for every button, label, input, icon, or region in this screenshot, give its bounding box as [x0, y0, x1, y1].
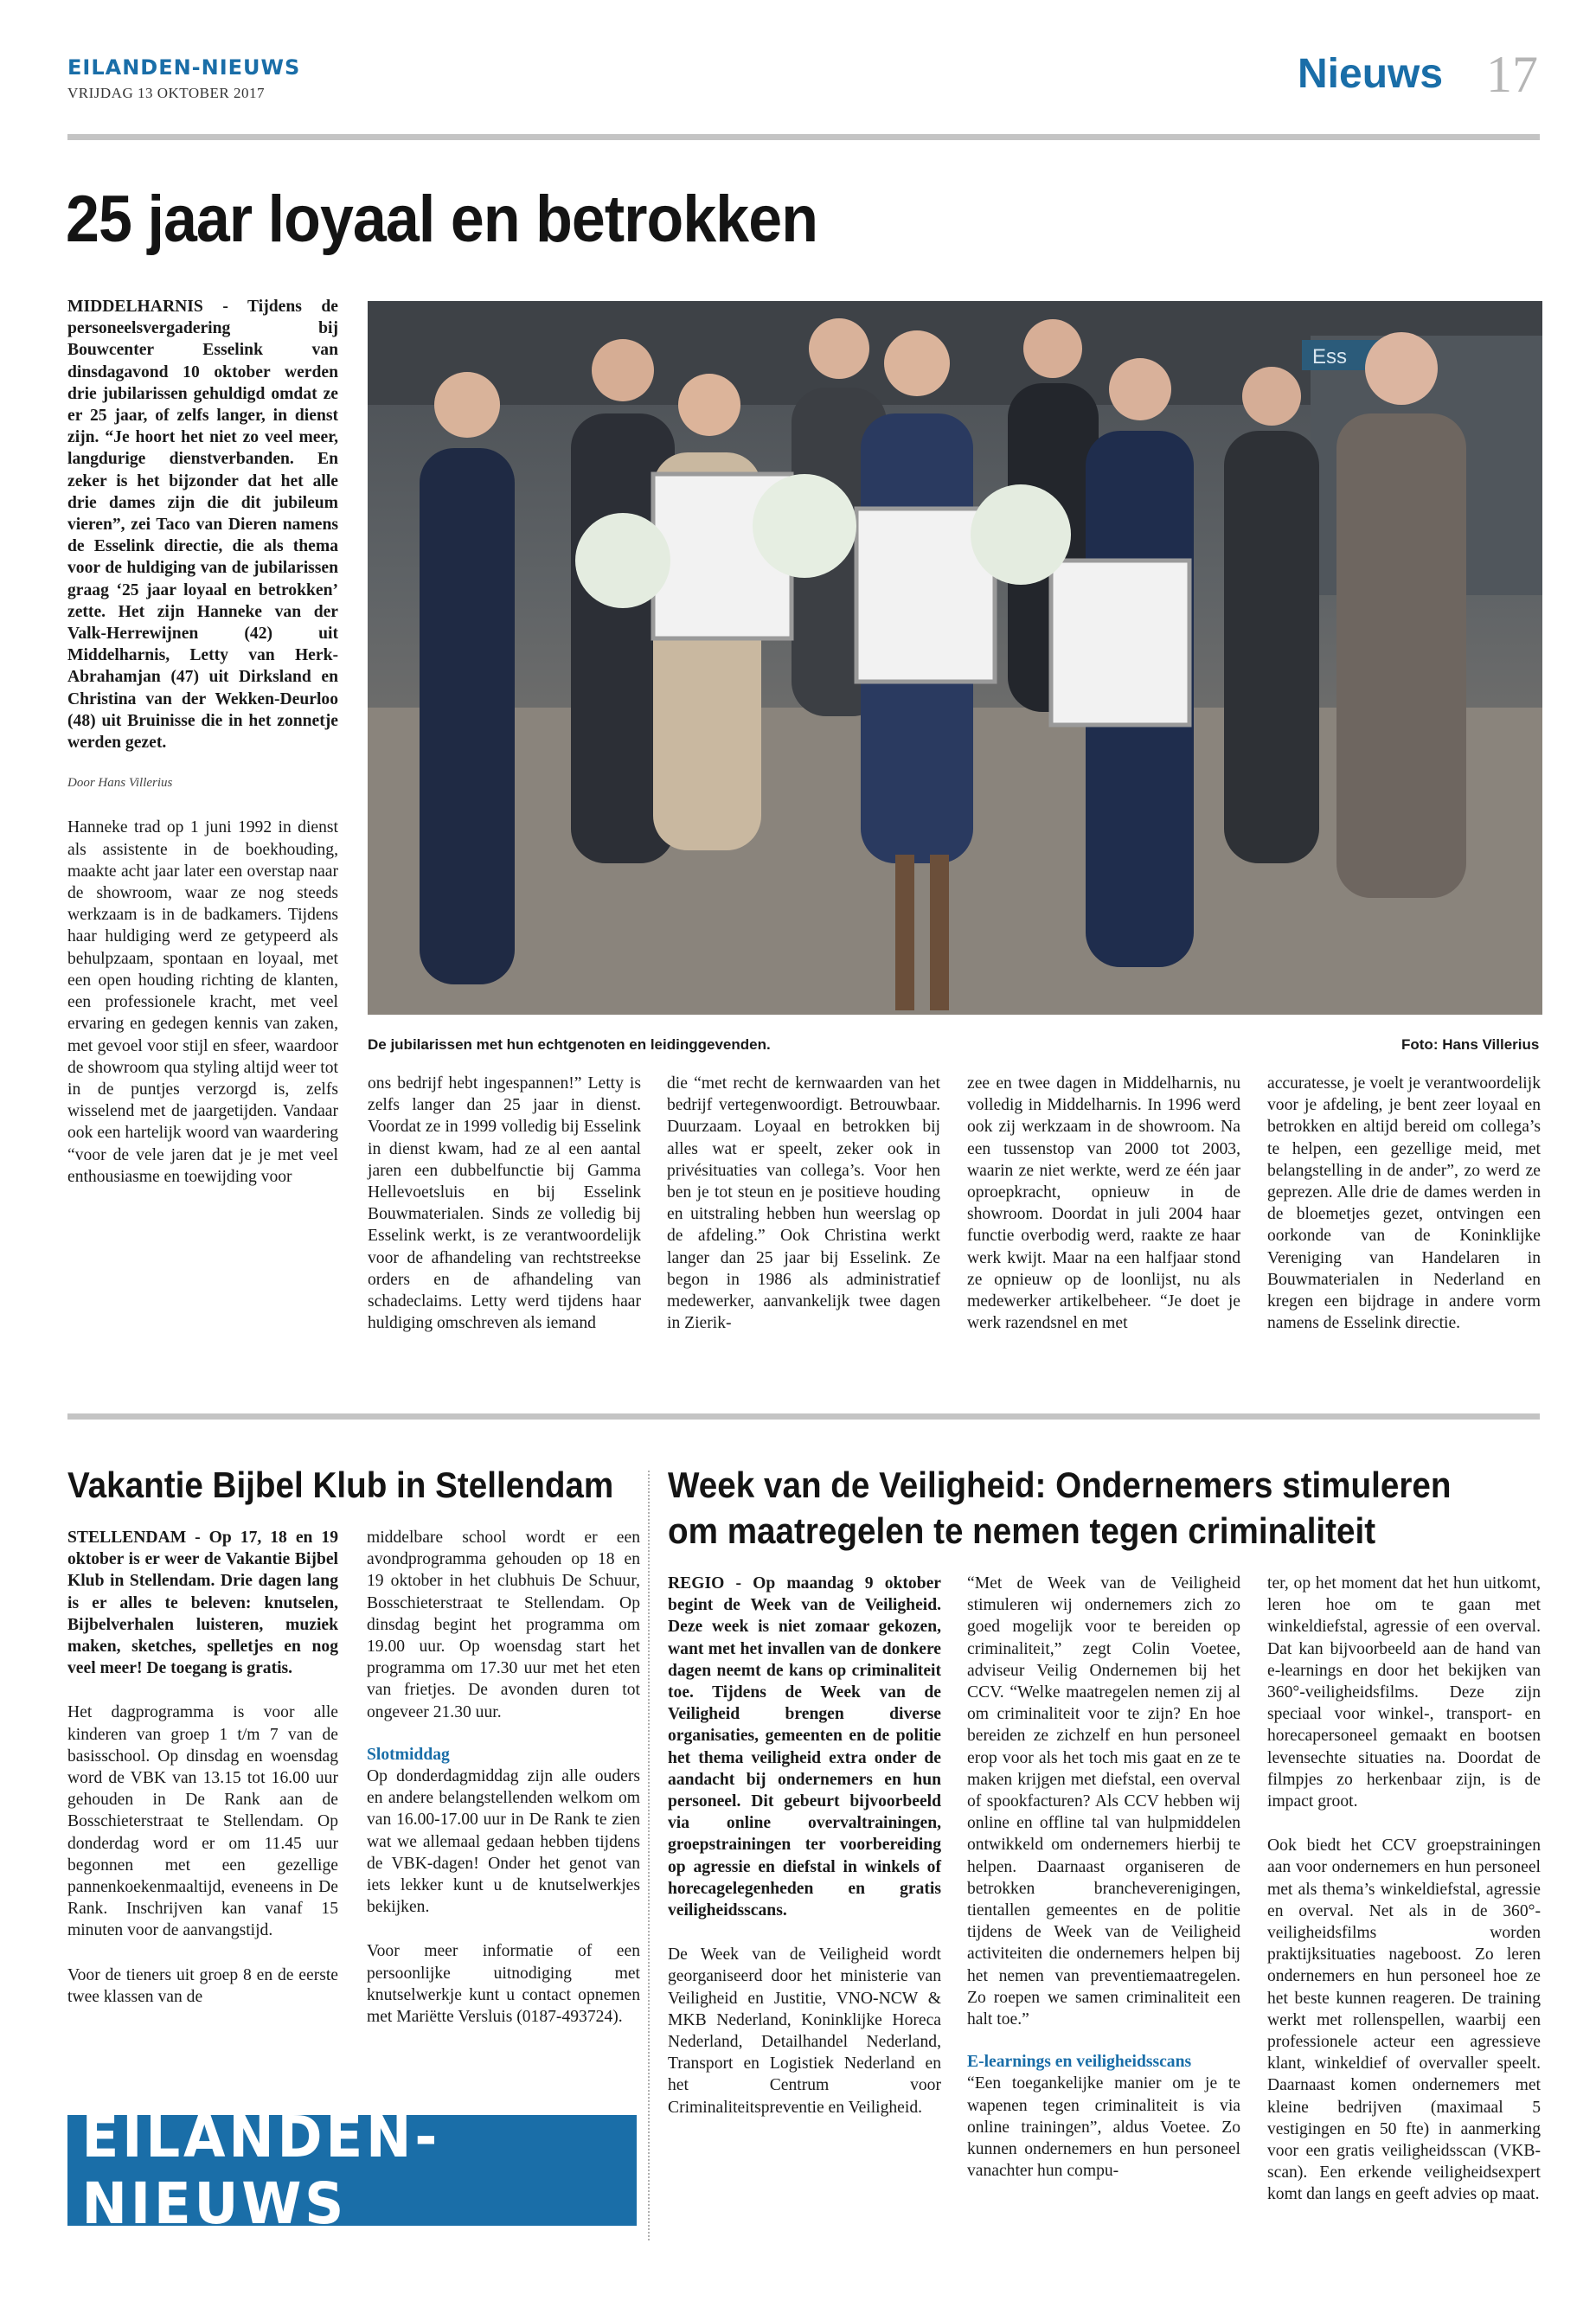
article3-col3 [1267, 1573, 1541, 2206]
article3-paragraph: Ook biedt het CCV groepstrainingen aan voor ondernemers en hun personeel met als thema’s winkeldiefstal, agressie en overval. Net als in de 360°-veiligheidsfilms worden praktijksituaties nageboost. Zo leren ondernemers en hun personeel hoe ze het beste kunnen reageren. De training werkt met rollenspellen, waarbij een professionele acteur een agressieve klant, winkeldief of overvaller speelt. Daarnaast komen ondernemers met kleine bedrijven (maximaal 5 vestigingen en 50 fte) in aanmerking voor een gratis veiligheidsscan (VKB-scan). Een erkende veiligheidsexpert komt dan langs en geeft advies op maat. [1267, 1836, 1541, 2204]
masthead: EILANDEN-NIEUWS [67, 55, 301, 80]
article3-headline-line2: om maatregelen te nemen tegen criminaliteit [668, 1510, 1376, 1551]
article2-paragraph: Voor meer informatie of een persoonlijke uitnodiging met knutselwerkje kunt u contact opnemen met Mariëtte Versluis (0187-493724). [367, 1942, 640, 2027]
eilanden-nieuws-logo [67, 2104, 637, 2237]
logo-text: EILANDEN-NIEUWS [81, 2104, 441, 2237]
article-body-col1: Hanneke trad op 1 juni 1992 in dienst als assistente in de boekhouding, maakte acht jaar later een overstap naar de showroom, waar ze nog steeds werkzaam is in de badkamers. Tijdens haar huldiging werd ze getypeerd als behulpzaam, spontaan en loyaal, met een open houding richting de klanten, een professionele kracht, met veel ervaring en gedegen kennis van zaken, met gevoel voor stijl en sfeer, waardoor de showroom qua styling altijd weer tot in de puntjes verzorgd is, zelfs wisselend met de jaargetijden. Vandaar ook een hartelijk woord van waardering “voor de vele jaren dat je je met veel enthousiasme en toewijding voor [67, 818, 338, 1186]
article3-paragraph: “Met de Week van de Veiligheid stimuleren wij ondernemers zich zo goed mogelijk voor te bereiden op criminaliteit,” zegt Colin Voetee, adviseur Veilig Ondernemen bij het CCV. “Welke maatregelen nemen zij al om criminaliteit voor te zijn? En hoe bereiden ze zichzelf en hun personeel erop voor als het toch mis gaat en ze te maken krijgen met diefstal, een overval of spookfacturen? Als CCV hebben wij online en offline tal van hulpmiddelen ontwikkeld om ondernemers hierbij te helpen. Daarnaast organiseren de betrokken brancheverenigingen, tientallen gemeentes en de politie tijdens de Week van de Veiligheid activiteiten die ondernemers helpen bij het nemen van preventiemaatregelen. Zo roepen we samen criminaliteit een halt toe.” [967, 1574, 1240, 2029]
article3-paragraph: “Een toegankelijke manier om je te wapenen tegen criminaliteit is via online trainingen”, aldus Voetee. Zo kunnen ondernemers en hun personeel vanachter hun compu- [967, 2074, 1240, 2181]
photo-caption: De jubilarissen met hun echtgenoten en leidinggevenden. [368, 1036, 771, 1053]
section-rule [67, 1413, 1540, 1420]
article2-subhead: Slotmiddag [367, 1745, 450, 1764]
article2-col2 [367, 1527, 640, 2028]
byline: Door Hans Villerius [67, 776, 173, 791]
article-lead: MIDDELHARNIS - Tijdens de personeelsvergadering bij Bouwcenter Esselink van dinsdagavond 10 oktober werden drie jubilarissen gehuldigd omdat ze er 25 jaar, of zelfs langer, in dienst zijn. “Je hoort het niet zo veel meer, langdurige dienstverbanden. En zeker is het bijzonder dat het alle drie dames zijn die dit jubileum vieren”, zei Taco van Dieren namens de Esselink directie, die als thema voor de huldiging van de jubilarissen graag ‘25 jaar loyaal en betrokken’ zette. Het zijn Hanneke van der Valk-Herrewijnen (42) uit Middelharnis, Letty van Herk-Abrahamjan (47) uit Dirksland en Christina van der Wekken-Deurloo (48) uit Bruinisse die in het zonnetje werden gezet. [67, 298, 338, 753]
article2-col1 [67, 1527, 338, 2008]
article2-paragraph: Voor de tieners uit groep 8 en de eerste twee klassen van de [67, 1965, 338, 2006]
group-photo [368, 301, 1542, 1015]
article3-col1 [668, 1573, 941, 2118]
article3-col2 [967, 1573, 1240, 2182]
group-photo-illustration [368, 301, 1542, 1015]
article2-headline: Vakantie Bijbel Klub in Stellendam [67, 1465, 614, 1505]
column-divider [648, 1471, 650, 2240]
article-headline: 25 jaar loyaal en betrokken [66, 183, 818, 256]
article2-paragraph: Het dagprogramma is voor alle kinderen van groep 1 t/m 7 van de basisschool. Op dinsdag en woensdag word de VBK van 13.15 tot 16.00 uur gehouden in De Rank aan de Bosschieterstraat te Stellendam. Op donderdag word er om 11.45 uur begonnen met een gezellige pannenkoekenmaaltijd, eveneens in De Rank. Inschrijven kan vanaf 15 minuten voor de aanvangstijd. [67, 1703, 338, 1940]
article-body-col3: die “met recht de kernwaarden van het bedrijf vertegenwoordigt. Betrouwbaar. Duurzaam. Loyaal en betrokken bij alles wat er speelt, zeker ook in privésituaties van collega’s. Voor hen ben je tot steun en je positieve houding en uitstraling hebben hun weerslag op de afdeling.” Ook Christina werkt langer dan 25 jaar bij Esselink. Ze begon in 1986 als administratief medewerker, aanvankelijk twee dagen in Zierik- [667, 1074, 940, 1333]
article-body-col5: accuratesse, je voelt je verantwoordelijk voor je afdeling, je bent zeer loyaal en betrokken en altijd bereid om collega’s te helpen, een gezellige meid, met belangstelling in de ander”, zo werd ze geprezen. Alle drie de dames werden in de bloemetjes gezet, ontvingen een oorkonde van de Koninklijke Vereniging van Handelaren in Bouwmaterialen in Nederland en kregen een bijdrage in andere vorm namens de Esselink directie. [1267, 1074, 1541, 1333]
section-title: Nieuws [1298, 51, 1444, 97]
article2-lead: STELLENDAM - Op 17, 18 en 19 oktober is er weer de Vakantie Bijbel Klub in Stellendam. Drie dagen lang is er alles te beleven: knutselen, Bijbelverhalen luisteren, muziek maken, sketches, spelletjes en nog veel meer! De toegang is gratis. [67, 1529, 338, 1678]
article2-paragraph: middelbare school wordt er een avondprogramma gehouden op 18 en 19 oktober in het clubhuis De Schuur, Bosschieterstraat te Stellendam. Op dinsdag begint het programma om 19.00 uur. Op woensdag start het programma om 17.30 uur met het eten van frietjes. De avonden duren tot ongeveer 21.30 uur. [367, 1529, 640, 1721]
article-lead-column [67, 296, 338, 1188]
article-body-col2: ons bedrijf hebt ingespannen!” Letty is zelfs langer dan 25 jaar in dienst. Voordat ze in 1999 volledig bij Esselink in dienst kwam, had ze al een aantal jaren een dubbelfunctie bij Gamma Hellevoetsluis en bij Esselink Bouwmaterialen. Sinds ze volledig bij Esselink werkt, is ze verantwoordelijk voor de afhandeling van rechtstreekse orders en de afhandeling van schadeclaims. Letty werd tijdens haar huldiging omschreven als iemand [368, 1074, 641, 1333]
article3-lead: REGIO - Op maandag 9 oktober begint de Week van de Veiligheid. Deze week is niet zomaar gekozen, want met het invallen van de donkere dagen neemt de kans op criminaliteit toe. Tijdens de Week van de Veiligheid brengen diverse organisaties, gemeenten en de politie het thema veiligheid extra onder de aandacht bij ondernemers en hun personeel. Dit gebeurt bijvoorbeeld via online overvaltrainingen, groepstrainingen ter voorbereiding op agressie en diefstal in winkels of horecagelegenheden en gratis veiligheidsscans. [668, 1574, 941, 1920]
article3-paragraph: ter, op het moment dat het hun uitkomt, leren hoe om te gaan met winkeldiefstal, agressie of een overval. Dat kan bijvoorbeeld aan de hand van e-learnings en door het bekijken van 360°-veiligheidsfilms. Deze zijn speciaal voor winkel-, transport- en horecapersoneel gemaakt en bootsen levensechte situaties na. Doordat de filmpjes zo herkenbaar zijn, is de impact groot. [1267, 1574, 1541, 1811]
photo-credit: Foto: Hans Villerius [1401, 1036, 1540, 1053]
article2-paragraph: Op donderdagmiddag zijn alle ouders en andere belangstellenden welkom om van 16.00-17.00 uur in De Rank te zien wat we allemaal gedaan hebben tijdens de VBK-dagen! Onder het genot van iets lekker kunt u de knutselwerkjes bekijken. [367, 1767, 640, 1917]
article3-paragraph: De Week van de Veiligheid wordt georganiseerd door het ministerie van Veiligheid en Justitie, VNO-NCW & MKB Nederland, Koninklijke Horeca Nederland, Detailhandel Nederland, Transport en Logistiek Nederland en het Centrum voor Criminaliteitspreventie en Veiligheid. [668, 1945, 941, 2117]
header-rule [67, 134, 1540, 140]
article3-headline-line1: Week van de Veiligheid: Ondernemers stimuleren [668, 1465, 1452, 1505]
issue-date: VRIJDAG 13 OKTOBER 2017 [67, 85, 265, 101]
sign-text: Ess [1312, 345, 1348, 369]
page-number: 17 [1486, 46, 1538, 103]
article-body-col4: zee en twee dagen in Middelharnis, nu volledig in Middelharnis. In 1996 werd ook zij werkzaam in de showroom. Na een tussenstop van 2000 tot 2003, waarin ze niet werkte, werd ze één jaar oproepkracht, opnieuw in de showroom. Doordat in juli 2004 haar functie overbodig werd, raakte ze haar werk kwijt. Maar na een halfjaar stond ze opnieuw op de loonlijst, nu als medewerker artikelbeheer. “Je doet je werk razendsnel en met [967, 1074, 1240, 1333]
article3-subhead: E-learnings en veiligheidsscans [967, 2053, 1192, 2072]
